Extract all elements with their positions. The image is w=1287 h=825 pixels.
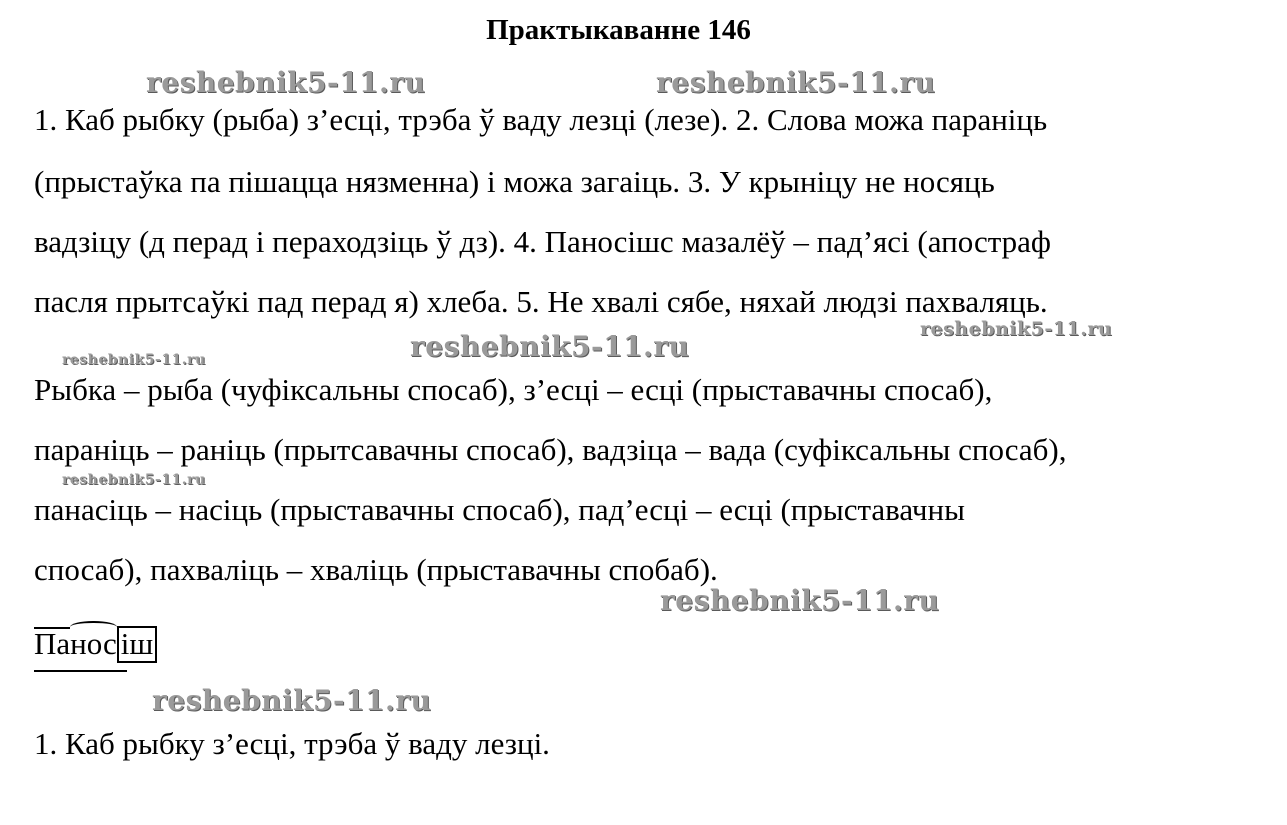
watermark: reshebnik5-11.ru: [660, 584, 940, 617]
paragraph2-line: спосаб), пахваліць – хваліць (прыставачны спобаб).: [34, 552, 718, 587]
final-sentence: 1. Каб рыбку з’есці, трэба ў ваду лезці.: [34, 726, 550, 761]
paragraph2-line: параніць – раніць (прытсавачны спосаб), вадзіца – вада (суфіксальны спосаб),: [34, 432, 1067, 467]
paragraph1-line: пасля прытсаўкі пад перад я) хлеба. 5. Не хвалі сябе, няхай людзі пахваляць.: [34, 284, 1048, 319]
watermark: reshebnik5-11.ru: [656, 66, 936, 99]
watermark: reshebnik5-11.ru: [146, 66, 426, 99]
watermark: reshebnik5-11.ru: [410, 330, 690, 363]
watermark: reshebnik5-11.ru: [62, 472, 206, 488]
stem-underline: [34, 670, 127, 672]
paragraph2-line: панасіць – насіць (прыставачны спосаб), пад’есці – есці (прыставачны: [34, 492, 965, 527]
paragraph1-line: (прыстаўка па пішацца нязменна) і можа загаіць. 3. У крыніцу не носяць: [34, 164, 995, 199]
prefix-marked: Па: [34, 626, 71, 661]
paragraph2-line: Рыбка – рыба (чуфіксальны спосаб), з’есці – есці (прыставачны спосаб),: [34, 372, 993, 407]
morpheme-analysis: [34, 626, 157, 676]
ending-boxed: іш: [117, 626, 157, 663]
root-marked: нос: [70, 626, 117, 661]
paragraph1-line: вадзіцу (д перад і пераходзіць ў дз). 4. Паносішс мазалёў – пад’ясі (апостраф: [34, 224, 1051, 259]
watermark: reshebnik5-11.ru: [920, 318, 1113, 340]
watermark: reshebnik5-11.ru: [62, 352, 206, 368]
exercise-title: Практыкаванне 146: [486, 14, 751, 46]
paragraph1-line: 1. Каб рыбку (рыба) з’есці, трэба ў ваду лезці (лезе). 2. Слова можа параніць: [34, 102, 1048, 137]
watermark: reshebnik5-11.ru: [152, 684, 432, 717]
